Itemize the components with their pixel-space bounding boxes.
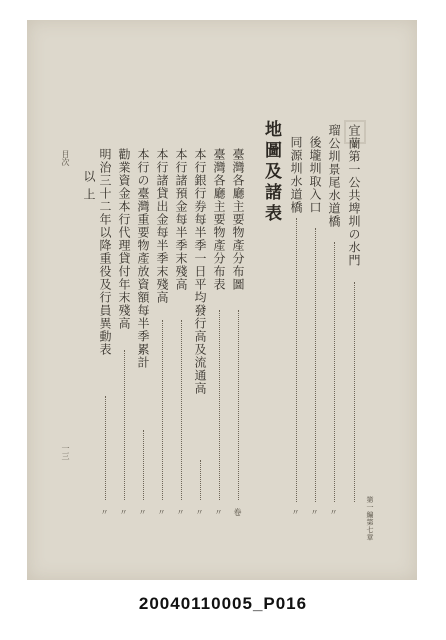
toc-entry-5: 臺灣各廳主要物產分布圖 bbox=[231, 148, 245, 291]
page-number: 一三 bbox=[61, 444, 70, 460]
document-page bbox=[27, 20, 417, 580]
toc-entry-8: 本行諸預金每半季末殘高 bbox=[174, 148, 188, 291]
toc-entry-11: 勸業資金本行代理貸付年末殘高 bbox=[117, 148, 131, 330]
dot-leader bbox=[181, 320, 182, 500]
toc-entry-10: 本行の臺灣重要物產放資額每半季累計 bbox=[136, 148, 150, 369]
image-caption: 20040110005_P016 bbox=[138, 594, 308, 613]
toc-entry-1: 宜蘭第一公共埤圳の水門 bbox=[347, 124, 361, 267]
page-ref: 〃 bbox=[214, 508, 223, 516]
section-heading: 地圖及諸表 bbox=[261, 120, 281, 225]
dot-leader bbox=[162, 320, 163, 500]
page-ref: 〃 bbox=[157, 508, 166, 516]
page-ref: 〃 bbox=[176, 508, 185, 516]
page-ref: 〃 bbox=[329, 508, 338, 516]
closing-mark: 以上 bbox=[82, 170, 96, 206]
chapter-reference: 第一編第七章 bbox=[366, 496, 374, 541]
page-ref: 〃 bbox=[310, 508, 319, 516]
dot-leader bbox=[200, 460, 201, 500]
dot-leader bbox=[315, 228, 316, 502]
page-ref: 卷 bbox=[233, 508, 242, 516]
page-ref: 〃 bbox=[119, 508, 128, 516]
running-head: 目次 bbox=[61, 150, 70, 166]
toc-entry-12: 明治三十二年以降重役及行員異動表 bbox=[98, 148, 112, 356]
dot-leader bbox=[238, 310, 239, 500]
toc-entry-9: 本行諸貸出金每半季末殘高 bbox=[155, 148, 169, 304]
toc-entry-6: 臺灣各廳主要物產分布表 bbox=[212, 148, 226, 291]
dot-leader bbox=[354, 282, 355, 502]
toc-entry-4: 同源圳水道橋 bbox=[289, 136, 303, 214]
page-ref: 〃 bbox=[291, 508, 300, 516]
dot-leader bbox=[124, 350, 125, 500]
toc-entry-2: 瑠公圳景尾水道橋 bbox=[327, 124, 341, 228]
dot-leader bbox=[334, 242, 335, 502]
page-ref: 〃 bbox=[100, 508, 109, 516]
page-ref: 〃 bbox=[195, 508, 204, 516]
dot-leader bbox=[105, 396, 106, 500]
dot-leader bbox=[143, 430, 144, 500]
page-ref: 〃 bbox=[138, 508, 147, 516]
dot-leader bbox=[296, 218, 297, 502]
toc-entry-7: 本行銀行券每半季一日平均發行高及流通高 bbox=[193, 148, 207, 395]
dot-leader bbox=[219, 310, 220, 500]
toc-entry-3: 後壠圳取入口 bbox=[308, 136, 322, 214]
